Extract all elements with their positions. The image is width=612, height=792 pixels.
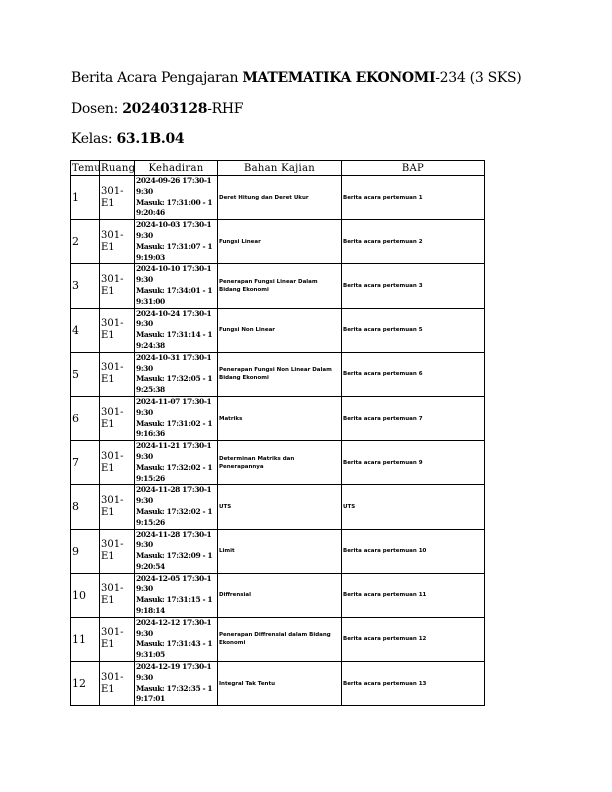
bap-link[interactable]: Berita acara pertemuan 11 — [342, 573, 485, 617]
check-in-time: Masuk: 17:34:01 - 19:31:00 — [136, 285, 213, 306]
column-header-kehadiran: Kehadiran — [135, 161, 218, 176]
meeting-number: 3 — [71, 264, 100, 308]
meeting-number: 6 — [71, 396, 100, 440]
table-row — [71, 352, 485, 396]
room-cell: 301-E1 — [100, 529, 135, 573]
kelas-value: 63.1B.04 — [116, 131, 185, 147]
title-suffix: -234 (3 SKS) — [435, 70, 522, 86]
check-in-time: Masuk: 17:32:05 - 19:25:38 — [136, 374, 213, 395]
topic-cell: Matriks — [218, 396, 342, 440]
check-in-time: Masuk: 17:32:09 - 19:20:54 — [136, 551, 213, 571]
bap-link[interactable]: Berita acara pertemuan 6 — [342, 352, 485, 396]
meeting-number: 2 — [71, 220, 100, 264]
schedule-time: 2024-12-12 17:30-19:30 — [136, 617, 212, 638]
room-cell: 301-E1 — [100, 485, 135, 529]
schedule-time: 2024-10-24 17:30-19:30 — [136, 308, 212, 329]
attendance-cell — [135, 264, 218, 308]
table-row — [71, 529, 485, 573]
bap-link[interactable]: Berita acara pertemuan 3 — [342, 264, 485, 308]
schedule-time: 2024-10-03 17:30-19:30 — [136, 220, 212, 240]
bap-link[interactable]: Berita acara pertemuan 13 — [342, 662, 485, 706]
check-in-time: Masuk: 17:31:02 - 19:16:36 — [136, 418, 213, 439]
column-header-bap: BAP — [342, 161, 485, 176]
column-header-ruang: Ruang — [101, 162, 136, 174]
attendance-cell — [135, 573, 218, 617]
schedule-time: 2024-11-28 17:30-19:30 — [136, 485, 212, 506]
meeting-number: 4 — [71, 308, 100, 352]
meeting-number: 5 — [71, 352, 100, 396]
check-in-time: Masuk: 17:31:15 - 19:18:14 — [136, 595, 213, 616]
room-cell: 301-E1 — [100, 308, 135, 352]
topic-cell: UTS — [218, 485, 342, 529]
dosen-label: Dosen: — [71, 101, 123, 117]
column-header-temu: Temu — [72, 162, 101, 174]
topic-cell: Diffrensial — [218, 573, 342, 617]
bap-link[interactable]: UTS — [342, 485, 485, 529]
room-cell: 301-E1 — [100, 352, 135, 396]
bap-link[interactable]: Berita acara pertemuan 9 — [342, 441, 485, 485]
meeting-number: 1 — [71, 176, 100, 220]
attendance-cell — [135, 220, 218, 264]
topic-cell: Fungsi Linear — [218, 220, 342, 264]
attendance-cell — [135, 176, 218, 220]
topic-cell: Deret Hitung dan Deret Ukur — [218, 176, 342, 220]
check-in-time: Masuk: 17:32:02 - 19:15:26 — [136, 462, 213, 483]
check-in-time: Masuk: 17:32:35 - 19:17:01 — [136, 683, 213, 704]
meeting-number: 7 — [71, 441, 100, 485]
topic-cell: Penerapan Fungsi Linear Dalam Bidang Ekonomi — [218, 264, 342, 308]
attendance-cell — [135, 396, 218, 440]
topic-cell: Integral Tak Tentu — [218, 662, 342, 706]
dosen-code: 202403128 — [122, 101, 208, 117]
class-line — [71, 131, 184, 147]
title-prefix: Berita Acara Pengajaran — [71, 70, 243, 86]
room-cell: 301-E1 — [100, 176, 135, 220]
attendance-table — [70, 160, 485, 706]
room-cell: 301-E1 — [100, 617, 135, 661]
room-cell: 301-E1 — [100, 264, 135, 308]
attendance-cell — [135, 352, 218, 396]
meeting-number: 11 — [71, 617, 100, 661]
schedule-time: 2024-11-21 17:30-19:30 — [136, 441, 212, 461]
bap-link[interactable]: Berita acara pertemuan 1 — [342, 176, 485, 220]
attendance-cell — [135, 485, 218, 529]
room-cell: 301-E1 — [100, 441, 135, 485]
attendance-cell — [135, 441, 218, 485]
table-row — [71, 176, 485, 220]
topic-cell: Determinan Matriks dan Penerapannya — [218, 441, 342, 485]
meeting-number: 9 — [71, 529, 100, 573]
attendance-cell — [135, 308, 218, 352]
schedule-time: 2024-09-26 17:30-19:30 — [136, 176, 212, 196]
bap-link[interactable]: Berita acara pertemuan 12 — [342, 617, 485, 661]
room-cell: 301-E1 — [100, 396, 135, 440]
meeting-number: 10 — [71, 573, 100, 617]
table-row — [71, 308, 485, 352]
check-in-time: Masuk: 17:31:00 - 19:20:46 — [136, 197, 213, 218]
room-cell: 301-E1 — [100, 220, 135, 264]
table-row — [71, 264, 485, 308]
column-header-bahan-kajian: Bahan Kajian — [218, 161, 342, 176]
schedule-time: 2024-11-07 17:30-19:30 — [136, 396, 212, 417]
attendance-cell — [135, 529, 218, 573]
table-row — [71, 485, 485, 529]
table-row — [71, 662, 485, 706]
meeting-number: 8 — [71, 485, 100, 529]
attendance-cell — [135, 662, 218, 706]
bap-link[interactable]: Berita acara pertemuan 2 — [342, 220, 485, 264]
meeting-number: 12 — [71, 662, 100, 706]
schedule-time: 2024-10-31 17:30-19:30 — [136, 352, 212, 373]
table-row — [71, 220, 485, 264]
bap-link[interactable]: Berita acara pertemuan 10 — [342, 529, 485, 573]
bap-link[interactable]: Berita acara pertemuan 7 — [342, 396, 485, 440]
table-row — [71, 617, 485, 661]
schedule-time: 2024-11-28 17:30-19:30 — [136, 529, 212, 550]
room-cell: 301-E1 — [100, 573, 135, 617]
attendance-cell — [135, 617, 218, 661]
course-name: MATEMATIKA EKONOMI — [242, 70, 436, 86]
check-in-time: Masuk: 17:31:07 - 19:19:03 — [136, 241, 213, 262]
table-header-row — [71, 161, 485, 176]
lecturer-line — [71, 101, 243, 117]
check-in-time: Masuk: 17:31:14 - 19:24:38 — [136, 330, 213, 350]
topic-cell: Penerapan Diffrensial dalam Bidang Ekonomi — [218, 617, 342, 661]
table-row — [71, 396, 485, 440]
table-body — [71, 176, 485, 706]
schedule-time: 2024-10-10 17:30-19:30 — [136, 264, 212, 285]
topic-cell: Fungsi Non Linear — [218, 308, 342, 352]
topic-cell: Penerapan Fungsi Non Linear Dalam Bidang Ekonomi — [218, 352, 342, 396]
table-row — [71, 573, 485, 617]
topic-cell: Limit — [218, 529, 342, 573]
schedule-time: 2024-12-19 17:30-19:30 — [136, 662, 212, 682]
schedule-time: 2024-12-05 17:30-19:30 — [136, 573, 212, 594]
document-title — [71, 70, 521, 86]
table-row — [71, 441, 485, 485]
bap-link[interactable]: Berita acara pertemuan 5 — [342, 308, 485, 352]
check-in-time: Masuk: 17:31:43 - 19:31:05 — [136, 639, 213, 660]
kelas-label: Kelas: — [71, 131, 117, 147]
room-cell: 301-E1 — [100, 662, 135, 706]
dosen-suffix: -RHF — [207, 101, 244, 117]
check-in-time: Masuk: 17:32:02 - 19:15:26 — [136, 506, 213, 527]
